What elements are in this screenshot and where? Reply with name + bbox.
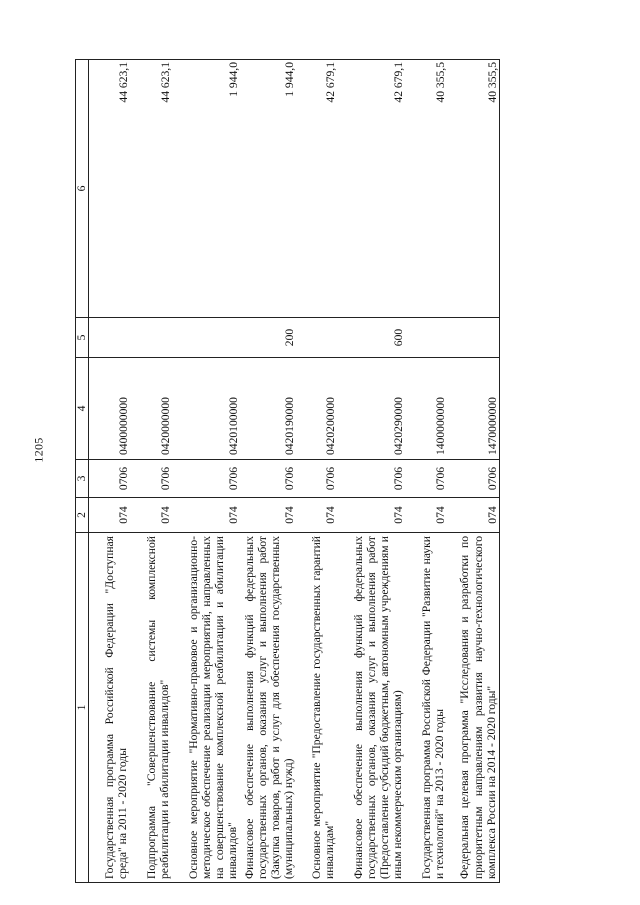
expense-type-code: 600: [338, 318, 406, 358]
target-article-code: 1400000000: [406, 358, 448, 460]
row-name: Финансовое обеспечение выполнения функций федеральных государственных органов, оказания услуг и выполнения работ (Закупка товаров, работ и услуг для обеспечения государственных (муниципальных) нужд): [241, 533, 297, 883]
table-row: [241, 60, 297, 883]
table-row: [448, 60, 500, 883]
table-row: [89, 60, 131, 883]
amount: 42 679,1: [297, 60, 338, 318]
expense-type-code: [297, 318, 338, 358]
ministry-code: 074: [406, 498, 448, 533]
ministry-code: 074: [173, 498, 241, 533]
amount: 40 355,5: [448, 60, 500, 318]
target-article-code: 0420290000: [338, 358, 406, 460]
column-number-1: 1: [76, 533, 89, 883]
table-row: [131, 60, 173, 883]
amount: 1 944,0: [241, 60, 297, 318]
amount: 44 623,1: [89, 60, 131, 318]
budget-table: [75, 59, 500, 883]
expense-type-code: [173, 318, 241, 358]
target-article-code: 0420200000: [297, 358, 338, 460]
table-row: [338, 60, 406, 883]
row-name: Основное мероприятие "Предоставление государственных гарантий инвалидам": [297, 533, 338, 883]
section-code: 0706: [297, 460, 338, 498]
column-number-6: 6: [76, 60, 89, 318]
expense-type-code: [89, 318, 131, 358]
row-name: Финансовое обеспечение выполнения функций федеральных государственных органов, оказания услуг и выполнения работ (Предоставление субсидий бюджетным, автономным учреждениям и иным некоммерческим организациям): [338, 533, 406, 883]
amount: 40 355,5: [406, 60, 448, 318]
budget-table-sheet: [75, 60, 548, 883]
column-number-4: 4: [76, 358, 89, 460]
column-number-5: 5: [76, 318, 89, 358]
table-body: [89, 60, 500, 883]
target-article-code: 0420190000: [241, 358, 297, 460]
expense-type-code: [406, 318, 448, 358]
expense-type-code: [131, 318, 173, 358]
column-number-3: 3: [76, 460, 89, 498]
amount: 1 944,0: [173, 60, 241, 318]
ministry-code: 074: [131, 498, 173, 533]
expense-type-code: [448, 318, 500, 358]
ministry-code: 074: [89, 498, 131, 533]
row-name: Подпрограмма "Совершенствование системы комплексной реабилитации и абилитации инвалидов": [131, 533, 173, 883]
page-number: 1205: [31, 437, 46, 463]
row-name: Федеральная целевая программа "Исследования и разработки по приоритетным направлениям развития научно-технологического комплекса России на 2014 - 2020 годы": [448, 533, 500, 883]
amount: 42 679,1: [338, 60, 406, 318]
section-code: 0706: [173, 460, 241, 498]
target-article-code: 0400000000: [89, 358, 131, 460]
ministry-code: 074: [338, 498, 406, 533]
section-code: 0706: [131, 460, 173, 498]
ministry-code: 074: [448, 498, 500, 533]
table-row: [173, 60, 241, 883]
row-name: Основное мероприятие "Нормативно-правовое и организационно-методическое обеспечение реализации мероприятий, направленных на совершенствование комплексной реабилитации и абилитации инвалидов": [173, 533, 241, 883]
ministry-code: 074: [241, 498, 297, 533]
section-code: 0706: [89, 460, 131, 498]
column-number-2: 2: [76, 498, 89, 533]
table-row: [297, 60, 338, 883]
target-article-code: 1470000000: [448, 358, 500, 460]
section-code: 0706: [338, 460, 406, 498]
target-article-code: 0420100000: [173, 358, 241, 460]
column-number-row: [76, 60, 89, 883]
ministry-code: 074: [297, 498, 338, 533]
section-code: 0706: [406, 460, 448, 498]
section-code: 0706: [448, 460, 500, 498]
section-code: 0706: [241, 460, 297, 498]
row-name: Государственная программа Российской Федерации "Доступная среда" на 2011 - 2020 годы: [89, 533, 131, 883]
table-row: [406, 60, 448, 883]
row-name: Государственная программа Российской Федерации "Развитие науки и технологий" на 2013 - 2020 годы: [406, 533, 448, 883]
target-article-code: 0420000000: [131, 358, 173, 460]
expense-type-code: 200: [241, 318, 297, 358]
amount: 44 623,1: [131, 60, 173, 318]
